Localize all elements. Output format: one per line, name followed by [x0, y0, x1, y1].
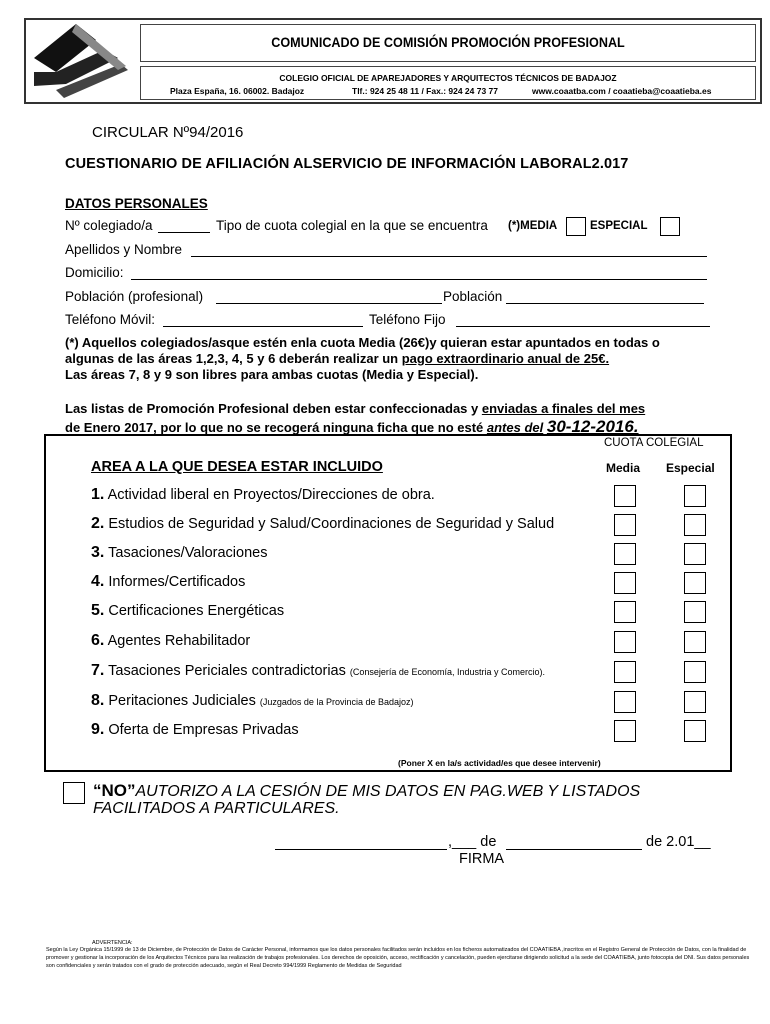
- signature-year: de 2.01__: [646, 834, 711, 850]
- area-note: (Consejería de Economía, Industria y Comercio).: [349, 667, 545, 677]
- area-4-media-checkbox[interactable]: [614, 572, 636, 594]
- form-title: CUESTIONARIO DE AFILIACIÓN ALSERVICIO DE INFORMACIÓN LABORAL2.017: [65, 156, 629, 172]
- note-line-3: Las áreas 7, 8 y 9 son libres para ambas cuotas (Media y Especial).: [65, 367, 479, 382]
- area-number: 8.: [91, 692, 105, 709]
- signature-place-field[interactable]: [275, 849, 447, 850]
- note-line-5a: de Enero 2017, por lo que no se recogerá ninguna ficha que no esté: [65, 420, 487, 435]
- cuota-colegial-label: CUOTA COLEGIAL: [604, 437, 704, 449]
- area-6-especial-checkbox[interactable]: [684, 631, 706, 653]
- media-label: (*)MEDIA: [508, 220, 558, 232]
- movil-field[interactable]: [163, 326, 363, 327]
- area-number: 3.: [91, 544, 105, 561]
- especial-label: ESPECIAL: [590, 220, 648, 232]
- note-deadline-date: 30-12-2016.: [546, 417, 639, 436]
- colegiado-label: Nº colegiado/a: [65, 218, 153, 233]
- area-number: 9.: [91, 721, 105, 738]
- note-line-1: (*) Aquellos colegiados/asque estén enla cuota Media (26€)y quieran estar apuntados en todas o: [65, 335, 660, 350]
- area-item-6: [91, 632, 250, 650]
- area-label: Certificaciones Energéticas: [108, 603, 285, 619]
- note-line-4a: Las listas de Promoción Profesional deben estar confeccionadas y: [65, 401, 482, 416]
- area-item-8: [91, 692, 414, 710]
- poblacion-label: Población: [443, 289, 503, 304]
- cuota-label: Tipo de cuota colegial en la que se encuentra: [216, 218, 488, 233]
- legal-heading: ADVERTENCIA:: [92, 940, 133, 946]
- fijo-field[interactable]: [456, 326, 710, 327]
- area-label: Oferta de Empresas Privadas: [108, 722, 299, 738]
- note-deadline-underlined: enviadas a finales del mes: [481, 401, 646, 416]
- area-1-media-checkbox[interactable]: [614, 485, 636, 507]
- area-6-media-checkbox[interactable]: [614, 631, 636, 653]
- area-label: Actividad liberal en Proyectos/Direcciones de obra.: [107, 487, 435, 503]
- college-phone: Tlf.: 924 25 48 11 / Fax.: 924 24 73 77: [352, 86, 499, 96]
- area-item-1: [91, 486, 435, 504]
- area-number: 6.: [91, 632, 105, 649]
- consent-no: “NO”: [93, 781, 136, 800]
- poblacion-prof-field[interactable]: [216, 303, 442, 304]
- area-item-7: [91, 662, 545, 680]
- personal-data-heading: DATOS PERSONALES: [65, 196, 208, 211]
- nombre-label: Apellidos y Nombre: [65, 242, 183, 257]
- colegiado-field[interactable]: [158, 232, 210, 233]
- signature-month-field[interactable]: [506, 849, 642, 850]
- area-number: 4.: [91, 573, 105, 590]
- area-label: Agentes Rehabilitador: [107, 633, 251, 649]
- area-note: (Juzgados de la Provincia de Badajoz): [259, 697, 414, 707]
- area-8-especial-checkbox[interactable]: [684, 691, 706, 713]
- area-9-media-checkbox[interactable]: [614, 720, 636, 742]
- poblacion-field[interactable]: [506, 303, 704, 304]
- area-7-media-checkbox[interactable]: [614, 661, 636, 683]
- firma-label: FIRMA: [459, 851, 505, 867]
- especial-column-label: Especial: [666, 461, 715, 475]
- area-1-especial-checkbox[interactable]: [684, 485, 706, 507]
- college-logo: [26, 20, 136, 102]
- area-2-especial-checkbox[interactable]: [684, 514, 706, 536]
- area-4-especial-checkbox[interactable]: [684, 572, 706, 594]
- legal-notice: Según la Ley Orgánica 15/1999 de 13 de Diciembre, de Protección de Datos de Carácter Personal, informamos que los datos personales facilitados serán incluidos en los ficheros automatizados del COAATIEBA ,inscritos en el Registro General de Protección de Datos, con la finalidad de promover y gestionar la incorporación de los Arquitectos Técnicos para las realización de trabajos profesionales. Los derechos de oposición, acceso, rectificación y cancelación, pueden ejercitarse dirigiendo solicitud a la sede del COAATIEBA, junto fotocopia del DNI. Sus datos personales son confidenciales y serán tratados con el grado de protección adecuado, según el Real Decreto 994/1999 Reglamento de Medidas de Seguridad: [46, 947, 750, 969]
- area-3-media-checkbox[interactable]: [614, 543, 636, 565]
- area-label: Tasaciones/Valoraciones: [108, 545, 268, 561]
- area-label: Informes/Certificados: [108, 574, 246, 590]
- area-item-9: [91, 721, 299, 739]
- area-number: 2.: [91, 515, 105, 532]
- domicilio-field[interactable]: [131, 279, 707, 280]
- note-extra-payment: pago extraordinario anual de 25€.: [401, 351, 610, 366]
- nombre-field[interactable]: [191, 256, 707, 257]
- media-checkbox[interactable]: [566, 217, 586, 236]
- area-item-5: [91, 602, 284, 620]
- area-7-especial-checkbox[interactable]: [684, 661, 706, 683]
- circular-number: CIRCULAR Nº94/2016: [92, 124, 244, 141]
- area-item-2: [91, 515, 554, 533]
- area-number: 7.: [91, 662, 105, 679]
- note-line-2a: algunas de las áreas 1,2,3, 4, 5 y 6 deberán realizar un: [65, 351, 402, 366]
- area-label: Tasaciones Periciales contradictorias: [108, 663, 346, 679]
- note-antes: antes del: [486, 420, 544, 435]
- area-label: Peritaciones Judiciales: [108, 693, 256, 709]
- area-number: 1.: [91, 486, 105, 503]
- area-item-4: [91, 573, 245, 591]
- no-consent-checkbox[interactable]: [63, 782, 85, 804]
- area-5-media-checkbox[interactable]: [614, 601, 636, 623]
- consent-line-2: FACILITADOS A PARTICULARES.: [93, 800, 340, 817]
- area-label: Estudios de Seguridad y Salud/Coordinaciones de Seguridad y Salud: [108, 516, 555, 532]
- consent-line-1: [93, 781, 640, 801]
- media-column-label: Media: [606, 461, 641, 475]
- area-item-3: [91, 544, 267, 562]
- college-web: www.coaatba.com / coaatieba@coaatieba.es: [532, 86, 712, 96]
- area-2-media-checkbox[interactable]: [614, 514, 636, 536]
- movil-label: Teléfono Móvil:: [65, 312, 156, 327]
- note-line-4: [65, 401, 645, 416]
- areas-instruction: (Poner X en la/s actividad/es que desee intervenir): [398, 758, 601, 768]
- college-address: Plaza España, 16. 06002. Badajoz: [170, 86, 305, 96]
- college-name: COLEGIO OFICIAL DE APAREJADORES Y ARQUITECTOS TÉCNICOS DE BADAJOZ: [279, 73, 617, 83]
- area-9-especial-checkbox[interactable]: [684, 720, 706, 742]
- area-number: 5.: [91, 602, 105, 619]
- note-line-2: [65, 351, 609, 366]
- area-5-especial-checkbox[interactable]: [684, 601, 706, 623]
- signature-de-1: ,___ de: [448, 834, 497, 850]
- fijo-label: Teléfono Fijo: [369, 312, 446, 327]
- especial-checkbox[interactable]: [660, 217, 680, 236]
- consent-text-1: AUTORIZO A LA CESIÓN DE MIS DATOS EN PAG.WEB Y LISTADOS: [135, 783, 641, 800]
- area-3-especial-checkbox[interactable]: [684, 543, 706, 565]
- communique-title: COMUNICADO DE COMISIÓN PROMOCIÓN PROFESIONAL: [271, 34, 625, 50]
- domicilio-label: Domicilio:: [65, 265, 124, 280]
- area-8-media-checkbox[interactable]: [614, 691, 636, 713]
- poblacion-prof-label: Población (profesional): [65, 289, 204, 304]
- areas-heading: AREA A LA QUE DESEA ESTAR INCLUIDO: [91, 459, 383, 475]
